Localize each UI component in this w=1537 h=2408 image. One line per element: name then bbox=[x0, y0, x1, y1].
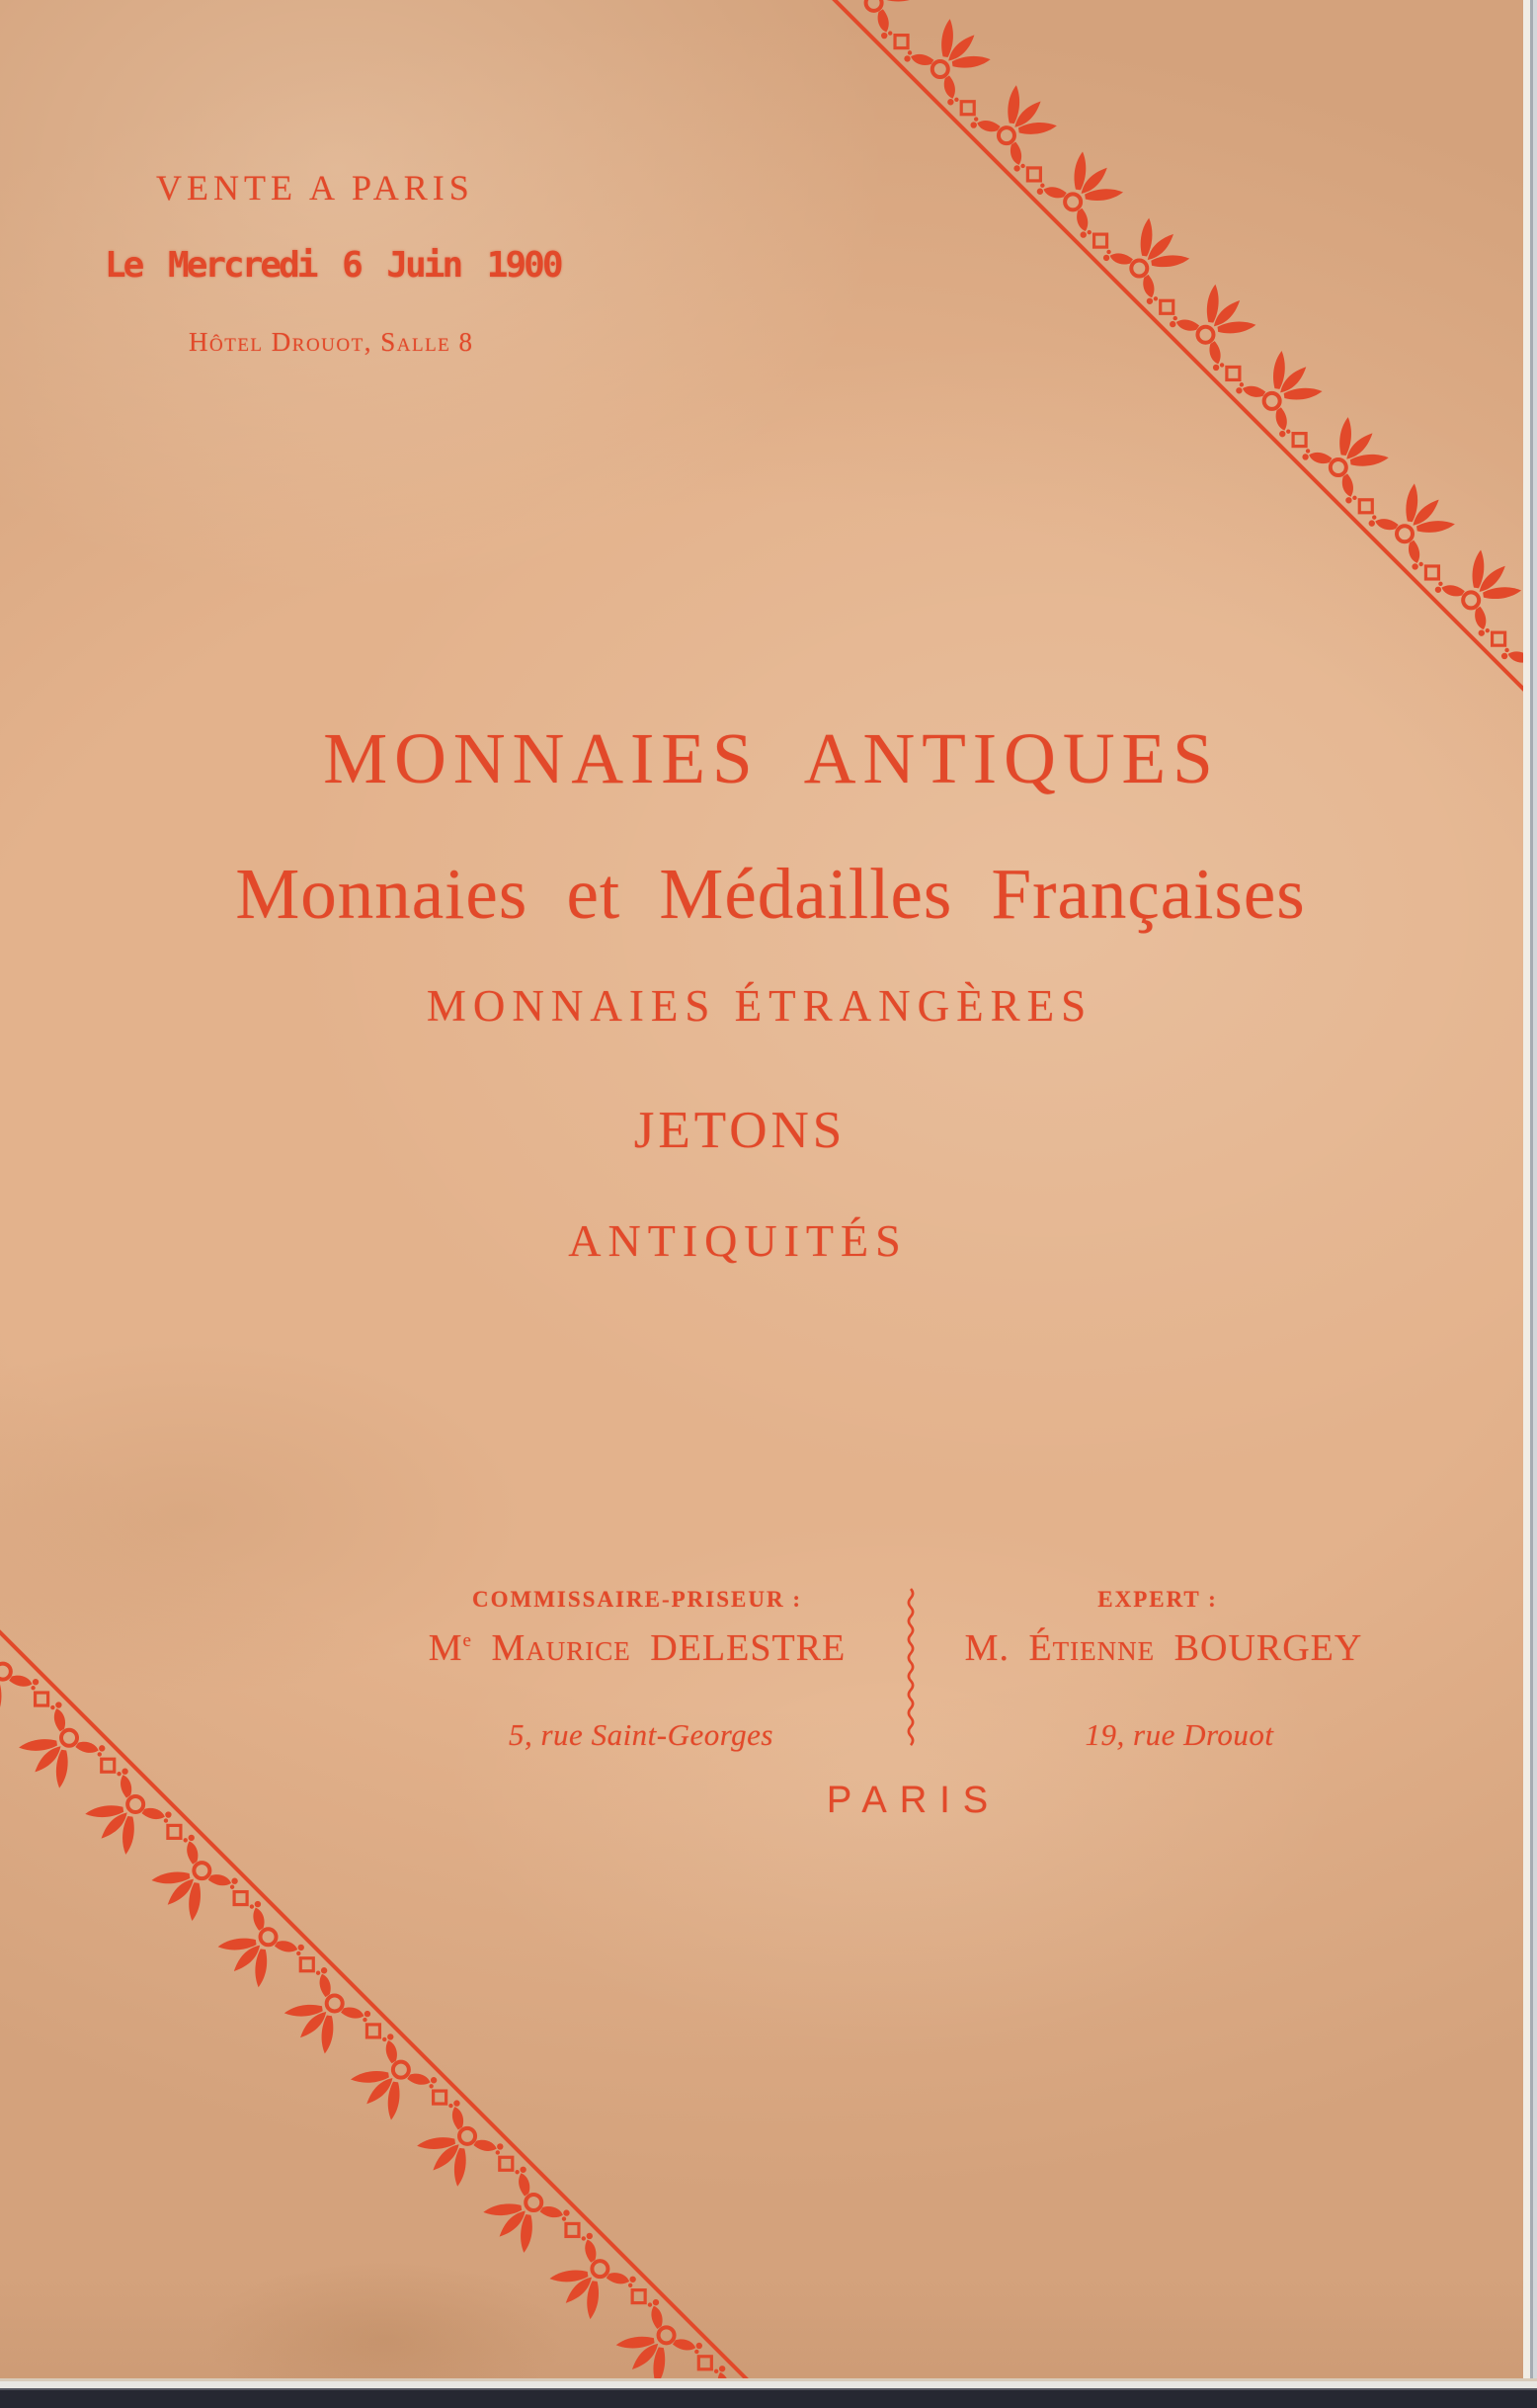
wavy-column-divider bbox=[909, 1589, 913, 1745]
expert-name bbox=[965, 1629, 1363, 1667]
subtitle-foreign-coins: MONNAIES ÉTRANGÈRES bbox=[426, 981, 1093, 1031]
expert-role: EXPERT : bbox=[1097, 1587, 1218, 1612]
expert-address: 19, rue Drouot bbox=[1085, 1717, 1274, 1752]
subtitle-antiquities: ANTIQUITÉS bbox=[568, 1215, 908, 1266]
auctioneer-title-sup: e bbox=[462, 1630, 472, 1651]
sale-date-line: Le Mercredi 6 Juin 1900 bbox=[105, 245, 561, 286]
auctioneer-first-name: Maurice bbox=[491, 1627, 631, 1669]
auctioneer-title-abbrev: M bbox=[428, 1627, 463, 1669]
subtitle-french-coins: Monnaies et Médailles Françaises bbox=[235, 854, 1306, 934]
expert-last-name: BOURGEY bbox=[1173, 1627, 1363, 1669]
city-label: PARIS bbox=[826, 1780, 1002, 1821]
expert-title-abbrev: M. bbox=[964, 1627, 1010, 1669]
auctioneer-last-name: DELESTRE bbox=[650, 1627, 847, 1669]
main-title: MONNAIES ANTIQUES bbox=[323, 718, 1220, 798]
venue-line: VENTE A PARIS bbox=[156, 168, 474, 208]
auctioneer-role: COMMISSAIRE-PRISEUR : bbox=[472, 1587, 802, 1612]
auctioneer-name bbox=[429, 1629, 847, 1667]
scan-edge-bottom bbox=[0, 2378, 1537, 2408]
scan-edge-right bbox=[1523, 0, 1537, 2408]
corner-ornament-top-right bbox=[814, 0, 1537, 708]
venue-location-line: Hôtel Drouot, Salle 8 bbox=[189, 327, 474, 357]
expert-first-name: Étienne bbox=[1028, 1627, 1156, 1669]
auctioneer-address: 5, rue Saint-Georges bbox=[508, 1717, 774, 1752]
subtitle-jetons: JETONS bbox=[633, 1102, 847, 1159]
